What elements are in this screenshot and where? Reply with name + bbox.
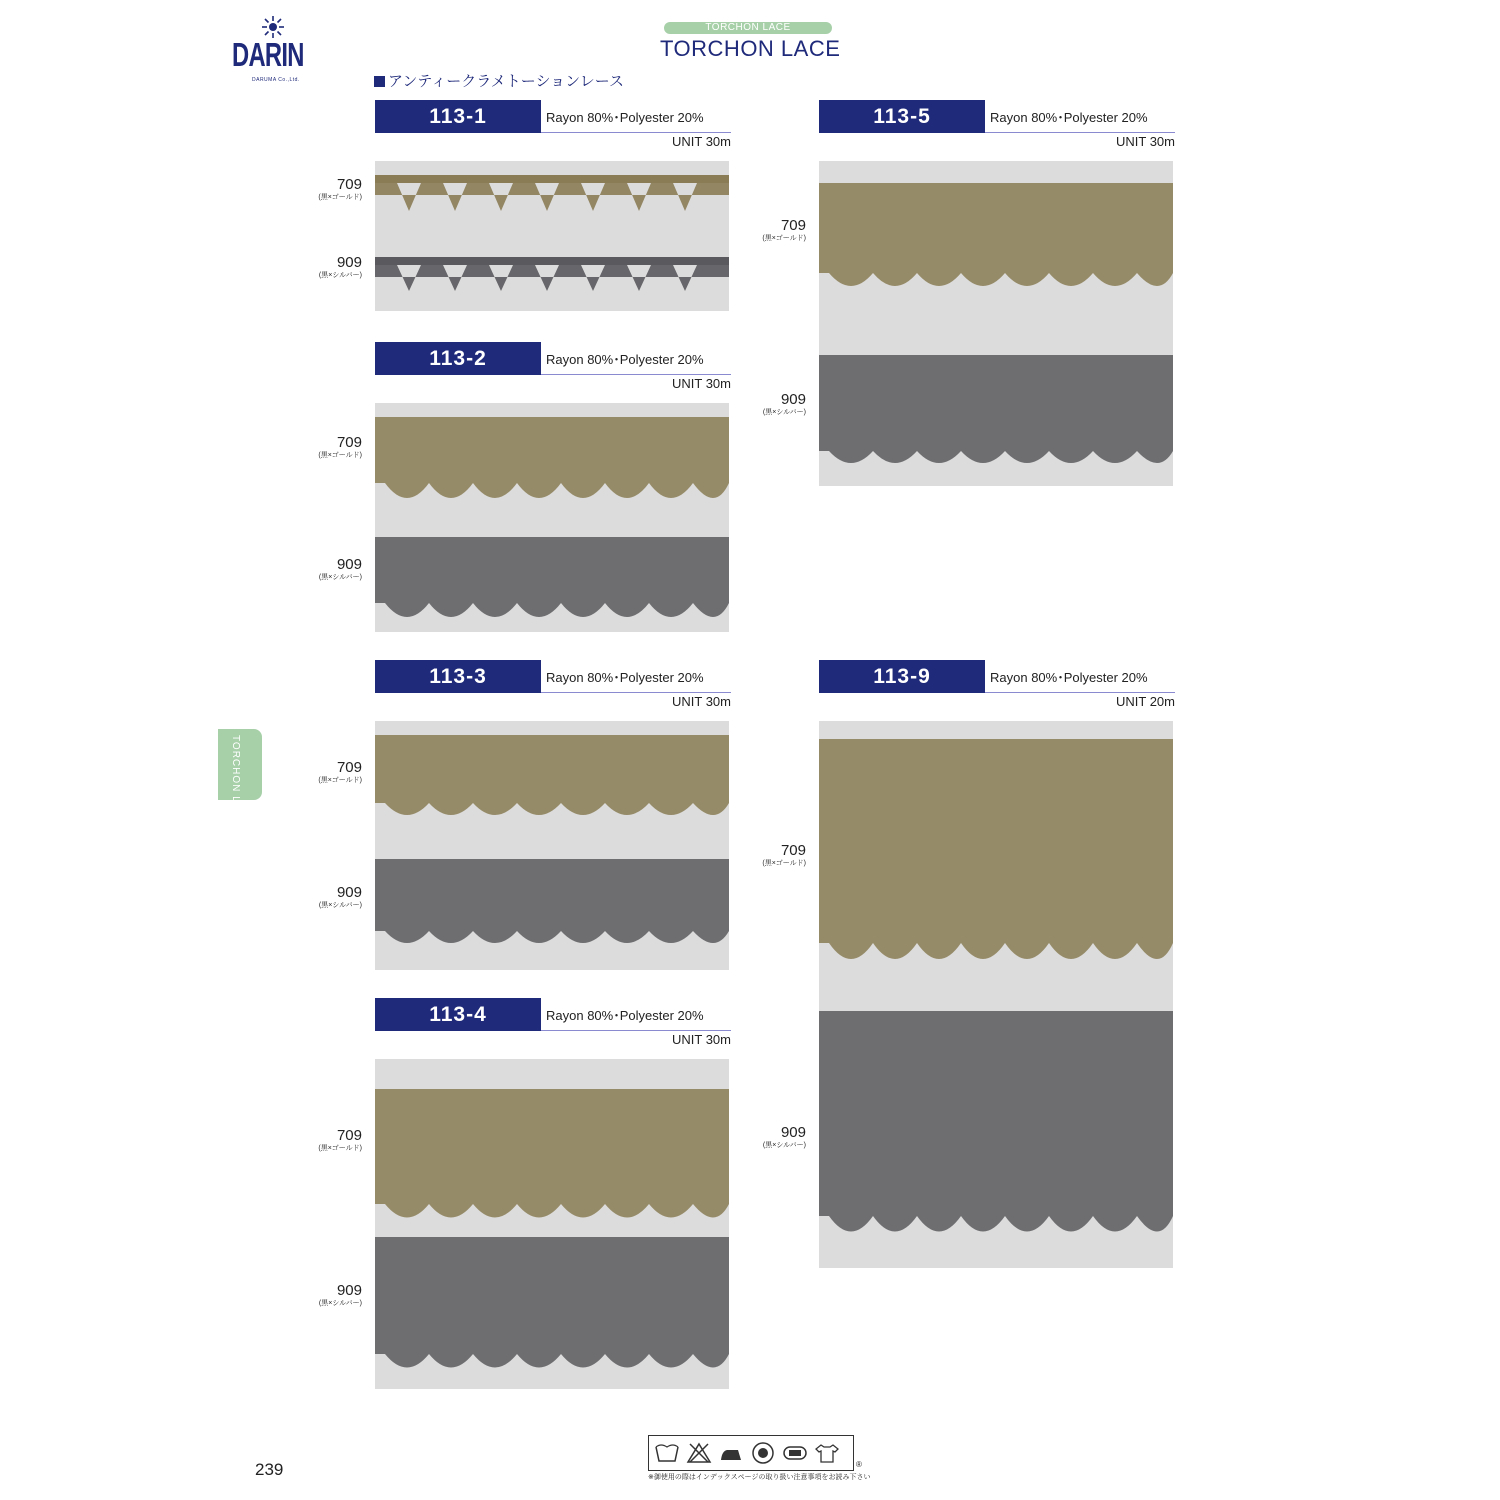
divider [985,132,1175,133]
variant-label: 709 (黒×ゴールド) [318,434,362,459]
side-tab[interactable] [218,729,262,827]
iron-icon [718,1441,744,1465]
unit-length: UNIT 30m [672,134,731,149]
variant-label: 909 (黒×シルバー) [318,884,362,909]
lace-gold-strip [819,183,1173,286]
lace-photo [375,1059,729,1389]
section-title [374,70,624,91]
variant-label: 709 (黒×ゴールド) [762,842,806,867]
fiber-content: Rayon 80%･Polyester 20% [546,352,704,367]
lace-photo [375,161,729,311]
variant-label: 909 (黒×シルバー) [762,1124,806,1149]
lace-silver-strip [375,1237,729,1368]
page-title: TORCHON LACE [660,36,841,61]
divider [541,132,731,133]
fiber-content: Rayon 80%･Polyester 20% [990,670,1148,685]
product-code: 113-3 [375,660,541,693]
lace-sample-image [375,161,729,311]
lace-silver-strip [819,355,1173,463]
lace-gold-strip [375,1089,729,1218]
lace-photo [375,403,729,632]
product-code: 113-2 [375,342,541,375]
side-tab-label: TORCHON LACE [230,735,241,827]
lace-photo [819,721,1173,1268]
divider [985,692,1175,693]
lace-sample-image [819,161,1173,486]
product-code: 113-9 [819,660,985,693]
brand-name: DARIN [232,36,304,73]
variant-label: 709 (黒×ゴールド) [318,759,362,784]
fiber-content: Rayon 80%･Polyester 20% [546,110,704,125]
care-symbols [648,1435,854,1471]
brand-logo [232,16,316,86]
brand-sub: DARUMA Co.,Ltd. [252,77,300,83]
lace-gold-strip [819,739,1173,959]
fiber-content: Rayon 80%･Polyester 20% [990,110,1148,125]
fiber-content: Rayon 80%･Polyester 20% [546,670,704,685]
divider [541,1030,731,1031]
variant-label: 709 (黒×ゴールド) [762,217,806,242]
header-tag: TORCHON LACE [664,22,832,34]
lace-photo [819,161,1173,486]
variant-label: 909 (黒×シルバー) [762,391,806,416]
dry-icon [814,1441,840,1465]
variant-label: 709 (黒×ゴールド) [318,1127,362,1152]
variant-label: 909 (黒×シルバー) [318,556,362,581]
lace-sample-image [375,721,729,970]
lace-photo [375,721,729,970]
registered-mark: ® [856,1460,862,1469]
variant-label: 909 (黒×シルバー) [318,1282,362,1307]
tumble-icon [782,1441,808,1465]
variant-label: 709 (黒×ゴールド) [318,176,362,201]
product-code: 113-5 [819,100,985,133]
section-title-text: アンティークラメトーションレース [388,73,625,90]
unit-length: UNIT 30m [672,694,731,709]
lace-gold-strip [375,735,729,815]
unit-length: UNIT 30m [1116,134,1175,149]
divider [541,374,731,375]
unit-length: UNIT 30m [672,376,731,391]
fiber-content: Rayon 80%･Polyester 20% [546,1008,704,1023]
page-number: 239 [255,1460,284,1479]
sun-icon [262,16,284,38]
lace-sample-image [375,1059,729,1389]
divider [541,692,731,693]
wash-icon [654,1441,680,1465]
care-note: ※御使用の際はインデックスページの取り扱い注意事項をお読み下さい [648,1474,871,1481]
lace-sample-image [819,721,1173,1268]
dry-clean-icon [750,1441,776,1465]
bullet-square-icon [374,76,385,87]
unit-length: UNIT 30m [672,1032,731,1047]
product-code: 113-1 [375,100,541,133]
no-bleach-icon [686,1441,712,1465]
unit-length: UNIT 20m [1116,694,1175,709]
lace-sample-image [375,403,729,632]
lace-silver-strip [819,1011,1173,1232]
product-code: 113-4 [375,998,541,1031]
variant-label: 909 (黒×シルバー) [318,254,362,279]
lace-silver-strip [375,859,729,943]
